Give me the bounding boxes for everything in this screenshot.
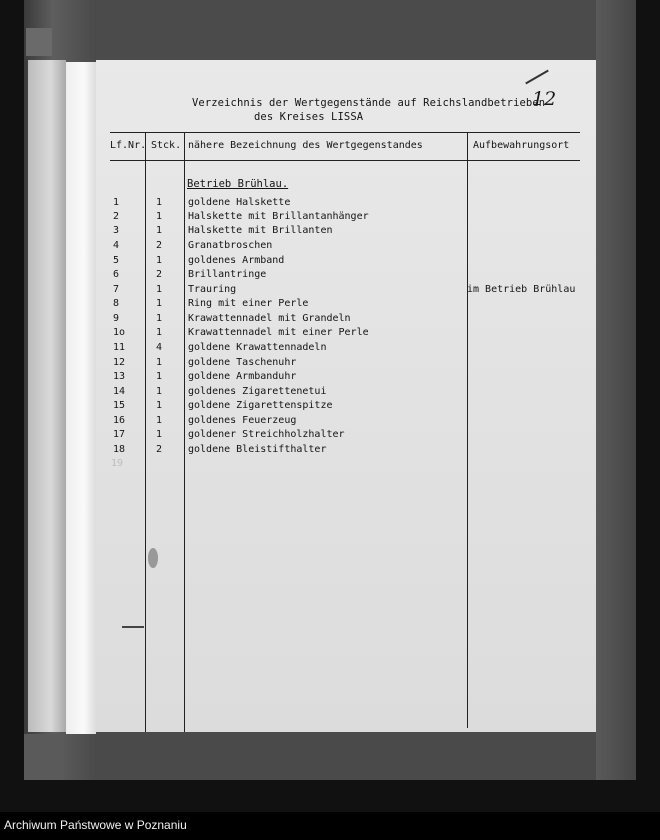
table-row: 1 1 goldene Halskette <box>113 197 291 208</box>
binder-clip-bottom <box>24 734 64 780</box>
pencil-mark <box>525 70 549 85</box>
table-row: 1o 1 Krawattennadel mit einer Perle <box>113 327 369 338</box>
header-stck: Stck. <box>151 140 182 151</box>
table-row: 16 1 goldenes Feuerzeug <box>113 415 297 426</box>
archive-footer <box>0 812 660 840</box>
section-title: Betrieb Brühlau. <box>187 178 289 190</box>
binder-clip-top <box>26 28 52 56</box>
scan-backing-top <box>96 0 636 62</box>
table-header-rule <box>110 160 580 161</box>
table-row: 6 2 Brillantringe <box>113 269 267 280</box>
table-row: 2 1 Halskette mit Brillantanhänger <box>113 211 369 222</box>
table-row: 12 1 goldene Taschenuhr <box>113 357 297 368</box>
page-number: 12 <box>532 88 557 110</box>
table-top-rule <box>110 132 580 133</box>
table-row: 17 1 goldener Streichholzhalter <box>113 429 345 440</box>
table-row: 11 4 goldene Krawattennadeln <box>113 342 327 353</box>
binder-strip <box>28 60 66 732</box>
pencil-dash <box>122 626 144 628</box>
archive-name: Archiwum Państwowe w Poznaniu <box>4 818 187 832</box>
header-description: nähere Bezeichnung des Wertgegenstandes <box>188 140 423 151</box>
table-row: 3 1 Halskette mit Brillanten <box>113 225 333 236</box>
table-row: 5 1 goldenes Armband <box>113 255 285 266</box>
document-title-line2: des Kreises LISSA <box>254 111 364 123</box>
binder-paper-edge <box>66 62 96 734</box>
header-location: Aufbewahrungsort <box>473 140 570 151</box>
table-row: 4 2 Granatbroschen <box>113 240 273 251</box>
table-row: 8 1 Ring mit einer Perle <box>113 298 309 309</box>
table-row: 15 1 goldene Zigarettenspitze <box>113 400 333 411</box>
table-row: 7 1 Trauring im Betrieb Brühlau <box>113 284 576 295</box>
table-row: 18 2 goldene Bleistifthalter <box>113 444 327 455</box>
document-page <box>96 60 596 732</box>
faint-row-number: 19 <box>111 458 124 469</box>
table-row: 14 1 goldenes Zigarettenetui <box>113 386 327 397</box>
header-nr: Lf.Nr. <box>110 140 147 151</box>
scan-backing-bottom <box>96 730 636 780</box>
table-row: 9 1 Krawattennadel mit Grandeln <box>113 313 351 324</box>
table-row: 13 1 goldene Armbanduhr <box>113 371 297 382</box>
document-title-line1: Verzeichnis der Wertgegenstände auf Reichslandbetrieben <box>192 97 546 109</box>
ink-stain <box>148 548 158 568</box>
scan-right-edge <box>596 0 636 780</box>
